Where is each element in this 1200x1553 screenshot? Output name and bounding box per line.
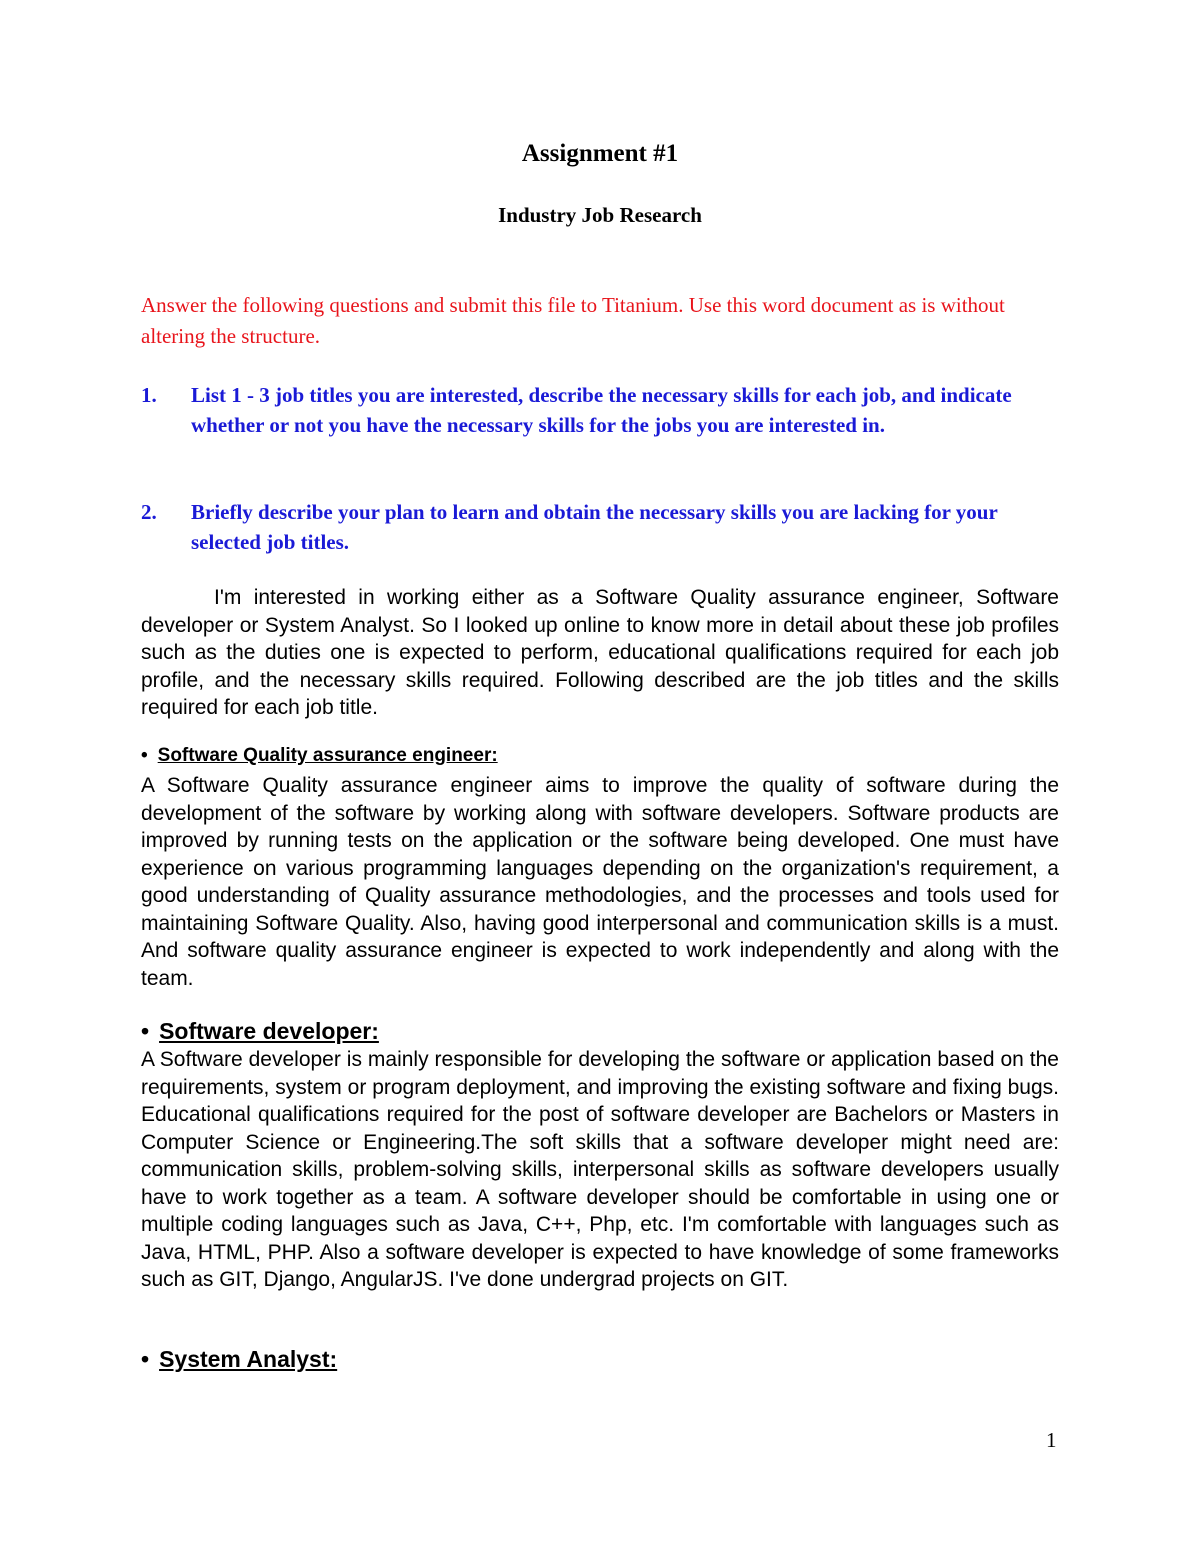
section-body-software-developer: A Software developer is mainly responsible for developing the software or application based on the requirements, system or program deployment, and improving the existing software and fixing bugs. Educational qualifications required for the post of software developer are Bachelors or Masters in Computer Science or Engineering.The soft skills that a software developer might need are: communication skills, problem-solving skills, interpersonal skills as software developers usually have to work together as a team. A software developer should be comfortable in using one or multiple coding languages such as Java, C++, Php, etc. I'm comfortable with languages such as Java, HTML, PHP. Also a software developer is expected to have knowledge of some frameworks such as GIT, Django, AngularJS. I've done undergrad projects on GIT. [141, 1048, 1059, 1291]
bullet-icon: • [141, 1018, 150, 1044]
section-heading-text: System Analyst: [159, 1346, 338, 1372]
question-1-number: 1. [141, 383, 157, 407]
bullet-icon: • [141, 1346, 150, 1372]
document-subtitle: Industry Job Research [498, 203, 702, 227]
question-1-text: List 1 - 3 job titles you are interested, describe the necessary skills for each job, and indicate whether or not you have the necessary skills for the jobs you are interested in. [191, 383, 1012, 437]
document-title: Assignment #1 [521, 140, 679, 167]
section-heading-qa-engineer [141, 745, 498, 767]
question-2-text: Briefly describe your plan to learn and obtain the necessary skills you are lacking for your selected job titles. [191, 500, 998, 554]
bullet-icon: • [141, 745, 148, 766]
instructions-text: Answer the following questions and submit this file to Titanium. Use this word document as is without altering the structure. [141, 293, 1005, 348]
question-2 [141, 497, 1061, 557]
question-2-number: 2. [141, 500, 157, 524]
question-1 [141, 380, 1061, 440]
section-heading-software-developer [141, 1018, 379, 1045]
section-heading-system-analyst [141, 1346, 337, 1373]
section-body-qa-engineer: A Software Quality assurance engineer aims to improve the quality of software during the development of the software by working along with software developers. Software products are improved by running tests on the application or the software being developed. One must have experience on various programming languages depending on the organization's requirement, a good understanding of Quality assurance methodologies, and the processes and tools used for maintaining Software Quality. Also, having good interpersonal and communication skills is a must. And software quality assurance engineer is expected to work independently and along with the team. [141, 774, 1059, 990]
section-heading-text: Software Quality assurance engineer: [157, 745, 498, 766]
intro-paragraph: I'm interested in working either as a Software Quality assurance engineer, Software developer or System Analyst. So I looked up online to know more in detail about these job profiles such as the duties one is expected to perform, educational qualifications required for each job profile, and the necessary skills required. Following described are the job titles and the skills required for each job title. [141, 586, 1059, 719]
page-number: 1 [1046, 1428, 1057, 1452]
section-heading-text: Software developer: [159, 1018, 379, 1044]
